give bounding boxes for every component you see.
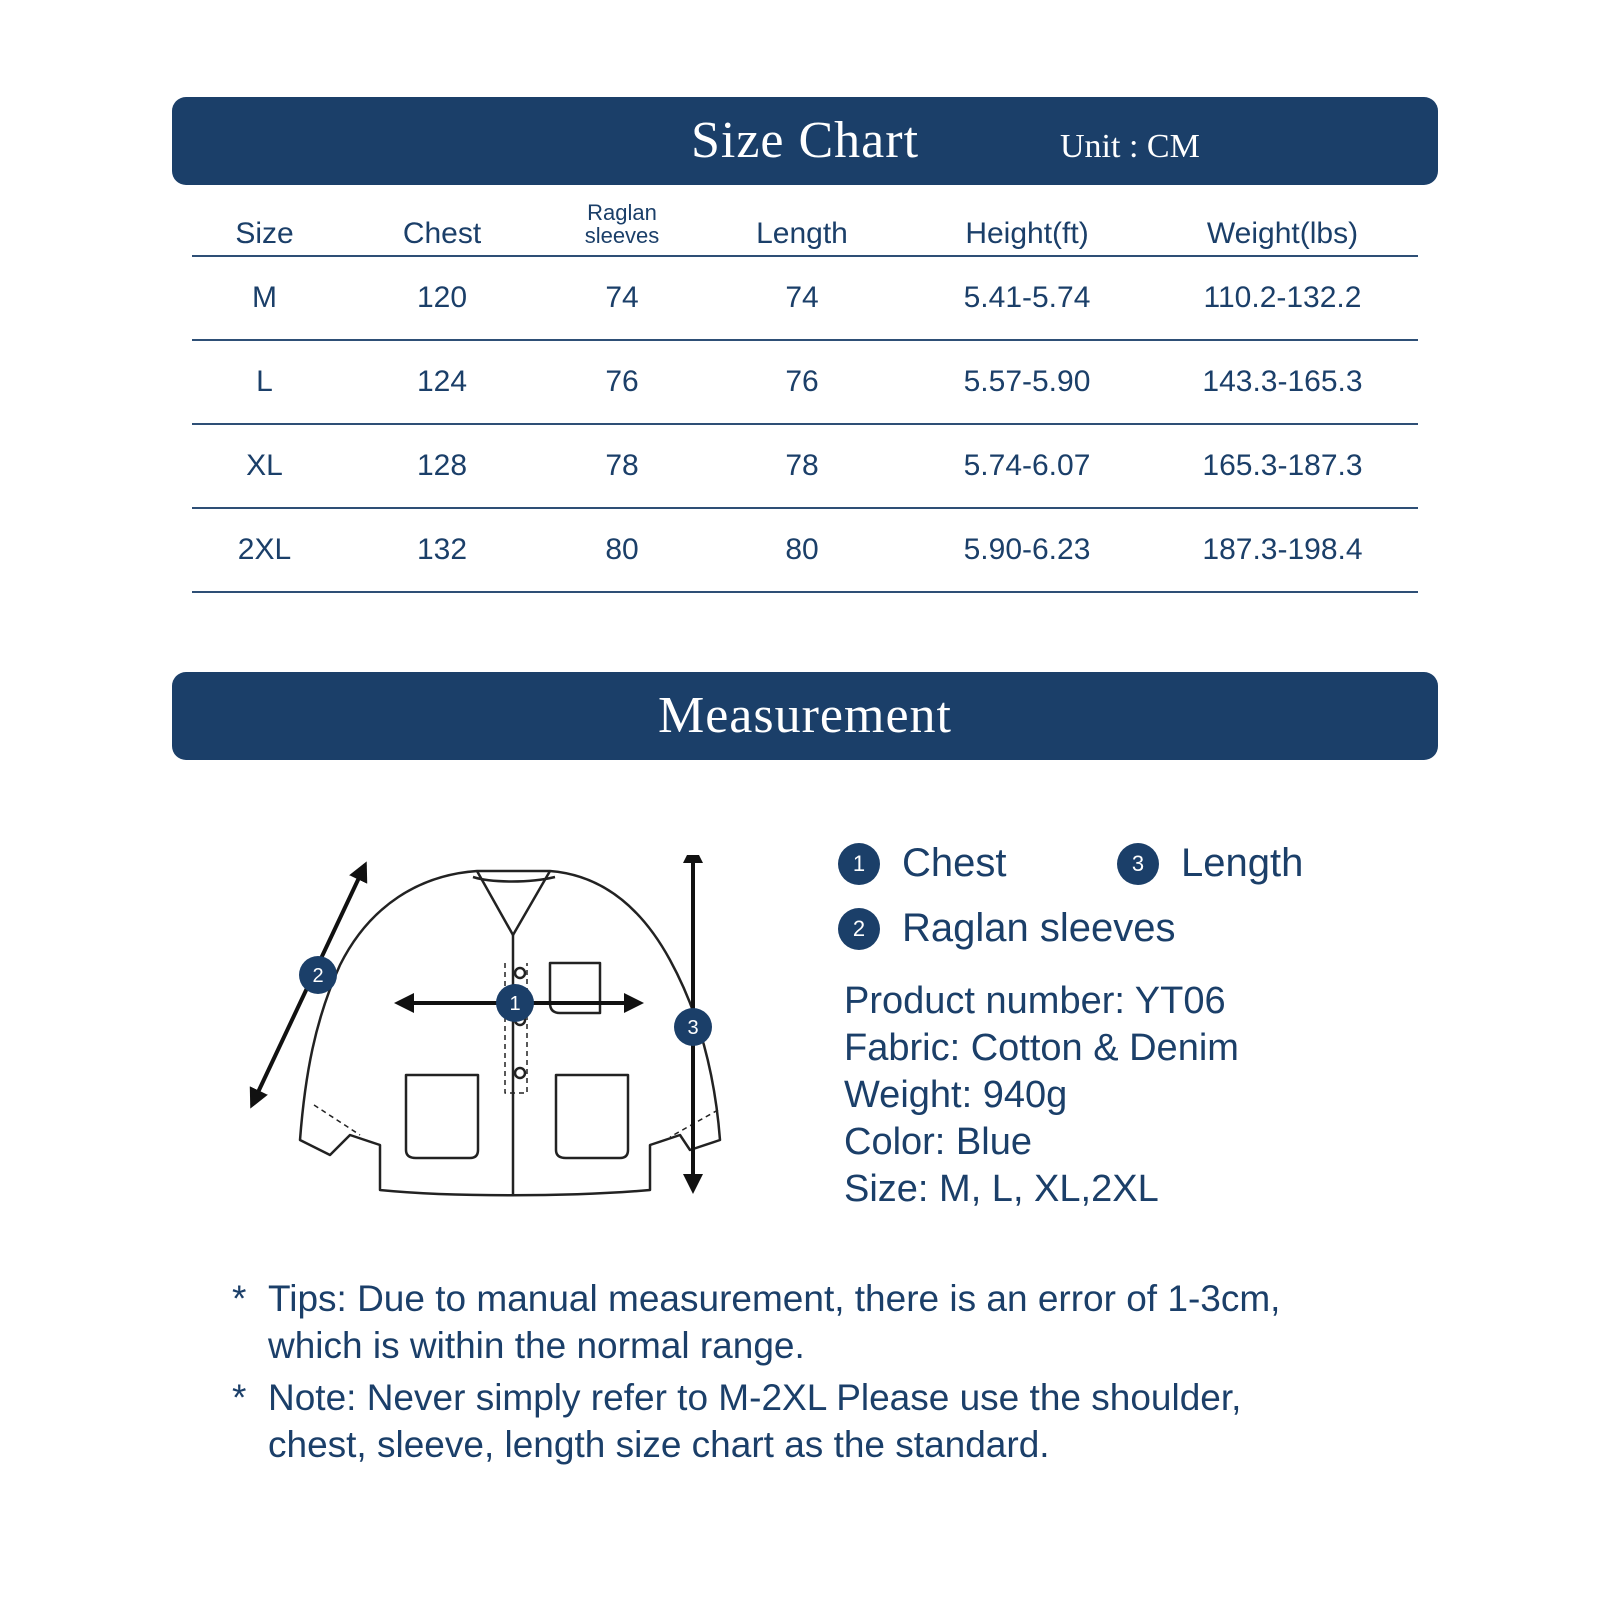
marker-sleeve bbox=[299, 956, 337, 994]
cell-size: M bbox=[192, 256, 337, 340]
warning-note bbox=[232, 1374, 1280, 1468]
header-height: Height(ft) bbox=[907, 198, 1147, 256]
notes bbox=[232, 1275, 1280, 1473]
cell-raglan: 80 bbox=[547, 508, 697, 592]
legend-raglan-label: Raglan sleeves bbox=[902, 906, 1176, 950]
size-chart-banner bbox=[172, 97, 1438, 185]
tip-line-2: which is within the normal range. bbox=[268, 1325, 805, 1366]
marker-length bbox=[674, 1008, 712, 1046]
legend-length-number: 3 bbox=[1117, 843, 1159, 885]
note-star: * bbox=[232, 1377, 247, 1418]
size-chart-title: Size Chart bbox=[690, 112, 920, 169]
table-row bbox=[192, 340, 1418, 424]
legend-length-label: Length bbox=[1181, 841, 1304, 885]
note-line-2: chest, sleeve, length size chart as the standard. bbox=[268, 1424, 1050, 1465]
cell-size: 2XL bbox=[192, 508, 337, 592]
cell-chest: 132 bbox=[337, 508, 547, 592]
product-number: Product number: YT06 bbox=[844, 980, 1226, 1022]
cell-length: 80 bbox=[697, 508, 907, 592]
cell-raglan: 78 bbox=[547, 424, 697, 508]
cell-size: XL bbox=[192, 424, 337, 508]
note-line-1: Note: Never simply refer to M-2XL Please use the shoulder, bbox=[268, 1377, 1242, 1418]
cell-height: 5.41-5.74 bbox=[907, 256, 1147, 340]
legend-chest-label: Chest bbox=[902, 841, 1007, 885]
legend-chest bbox=[838, 841, 1007, 886]
cell-height: 5.90-6.23 bbox=[907, 508, 1147, 592]
marker-sleeve-number: 2 bbox=[312, 965, 324, 987]
header-raglan-sleeves bbox=[547, 198, 697, 256]
note-star: * bbox=[232, 1278, 247, 1319]
product-color: Color: Blue bbox=[844, 1121, 1032, 1163]
cell-weight: 143.3-165.3 bbox=[1147, 340, 1418, 424]
cell-size: L bbox=[192, 340, 337, 424]
measurement-title: Measurement bbox=[657, 687, 952, 744]
table-row bbox=[192, 508, 1418, 592]
header-weight: Weight(lbs) bbox=[1147, 198, 1418, 256]
marker-chest-number: 1 bbox=[509, 993, 521, 1015]
product-sizes: Size: M, L, XL,2XL bbox=[844, 1168, 1159, 1210]
legend-raglan-number: 2 bbox=[838, 908, 880, 950]
cell-raglan: 74 bbox=[547, 256, 697, 340]
cell-weight: 187.3-198.4 bbox=[1147, 508, 1418, 592]
cell-chest: 120 bbox=[337, 256, 547, 340]
header-raglan-sleeves-label: Raglan sleeves bbox=[584, 200, 660, 248]
table-row bbox=[192, 256, 1418, 340]
cell-weight: 165.3-187.3 bbox=[1147, 424, 1418, 508]
measurement-banner bbox=[172, 672, 1438, 760]
table-header-row bbox=[192, 198, 1418, 256]
tip-note bbox=[232, 1275, 1280, 1369]
cell-chest: 124 bbox=[337, 340, 547, 424]
cell-height: 5.57-5.90 bbox=[907, 340, 1147, 424]
legend-chest-number: 1 bbox=[838, 843, 880, 885]
cell-chest: 128 bbox=[337, 424, 547, 508]
header-length: Length bbox=[697, 198, 907, 256]
marker-length-number: 3 bbox=[687, 1017, 699, 1039]
product-fabric: Fabric: Cotton & Denim bbox=[844, 1027, 1239, 1069]
cell-height: 5.74-6.07 bbox=[907, 424, 1147, 508]
header-chest: Chest bbox=[337, 198, 547, 256]
legend-length bbox=[1117, 841, 1303, 886]
cell-length: 78 bbox=[697, 424, 907, 508]
product-info bbox=[844, 978, 1239, 1213]
size-table bbox=[192, 198, 1418, 593]
tip-line-1: Tips: Due to manual measurement, there is an error of 1-3cm, bbox=[268, 1278, 1281, 1319]
header-size: Size bbox=[192, 198, 337, 256]
product-weight: Weight: 940g bbox=[844, 1074, 1068, 1116]
cell-raglan: 76 bbox=[547, 340, 697, 424]
unit-label: Unit : CM bbox=[1060, 128, 1200, 165]
legend-raglan-sleeves bbox=[838, 906, 1176, 951]
table-row bbox=[192, 424, 1418, 508]
cell-weight: 110.2-132.2 bbox=[1147, 256, 1418, 340]
cell-length: 76 bbox=[697, 340, 907, 424]
marker-chest bbox=[496, 984, 534, 1022]
jacket-diagram bbox=[230, 855, 750, 1215]
cell-length: 74 bbox=[697, 256, 907, 340]
jacket-outline bbox=[300, 871, 720, 1195]
